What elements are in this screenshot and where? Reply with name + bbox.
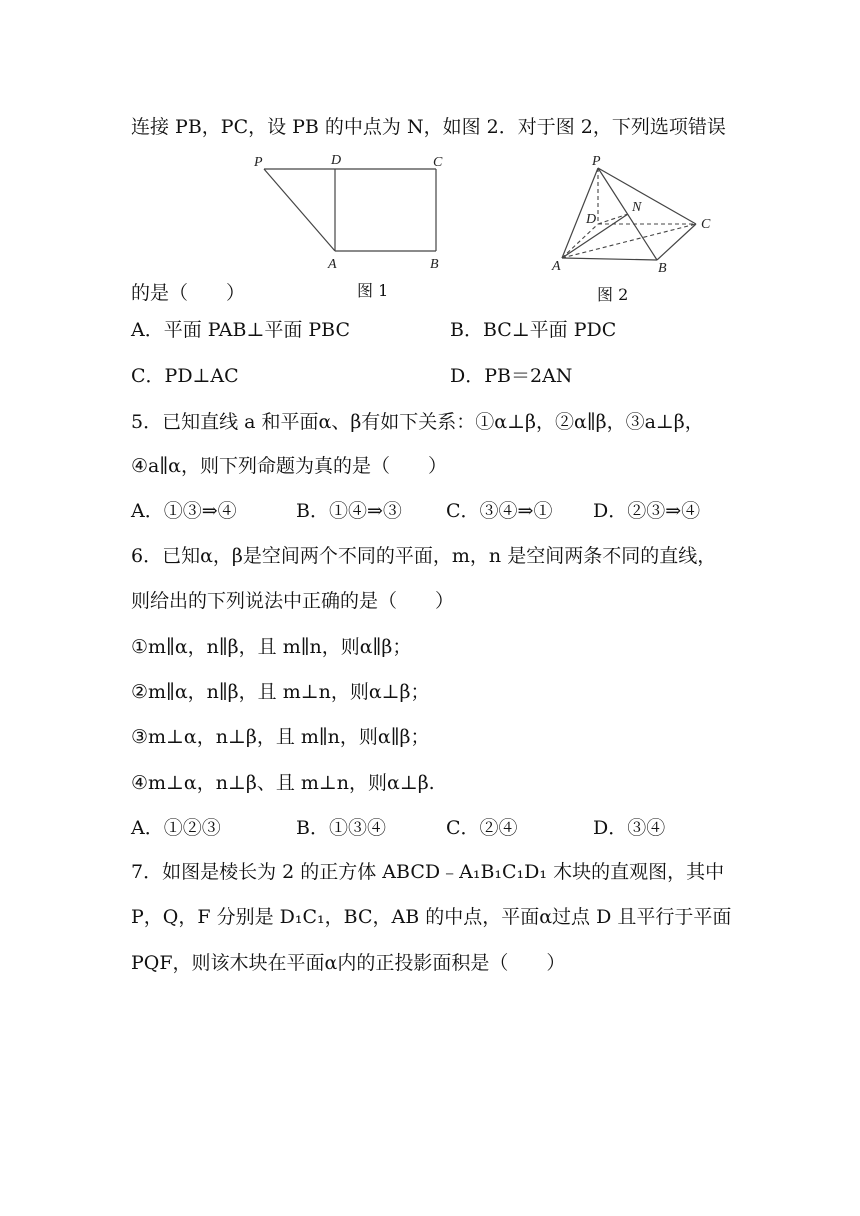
fig2-edge-ab [562,258,657,260]
q6-line-1: 6．已知α，β是空间两个不同的平面，m，n 是空间两条不同的直线， [131,545,717,567]
fig1-label-b: B [430,257,439,272]
q6-option-a: A．①②③ [131,817,221,839]
fig2-label-d: D [586,212,597,227]
figure-2-diagram [550,150,725,275]
q4-option-a: A．平面 PAB⊥平面 PBC [131,319,351,341]
fig1-label-d: D [331,153,342,168]
figure-2-caption: 图 2 [597,285,629,304]
fig2-label-p: P [592,154,601,169]
q5-line-2: ④a∥α，则下列命题为真的是（ ） [131,455,447,477]
fig2-label-b: B [658,261,667,276]
q6-item-2: ②m∥α，n∥β，且 m⊥n，则α⊥β； [131,681,430,703]
q5-option-c: C．③④⇒① [446,500,553,522]
q4-tail-line: 的是（ ） [131,282,246,304]
q4-option-d: D．PB＝2AN [450,365,573,387]
q6-option-d: D．③④ [593,817,666,839]
q6-item-1: ①m∥α，n∥β，且 m∥n，则α∥β； [131,636,412,658]
q7-line-3: PQF，则该木块在平面α内的正投影面积是（ ） [131,952,566,974]
fig2-label-n: N [632,200,642,215]
figure-2 [550,150,725,275]
figure-1-caption: 图 1 [357,281,389,300]
q6-line-2: 则给出的下列说法中正确的是（ ） [131,590,455,612]
fig1-label-a: A [328,257,337,272]
q4-option-c: C．PD⊥AC [131,365,239,387]
figure-1 [250,150,460,270]
fig1-label-p: P [254,155,263,170]
fig1-label-c: C [433,155,443,170]
fig2-edge-pc [598,168,696,224]
q6-option-c: C．②④ [446,817,518,839]
q7-line-2: P，Q，F 分别是 D₁C₁，BC，AB 的中点，平面α过点 D 且平行于平面 [131,906,732,928]
q5-option-d: D．②③⇒④ [593,500,701,522]
q5-option-a: A．①③⇒④ [131,500,237,522]
q6-option-b: B．①③④ [296,817,386,839]
q7-line-1: 7．如图是棱长为 2 的正方体 ABCD﹣A₁B₁C₁D₁ 木块的直观图，其中 [131,861,725,883]
q4-option-b: B．BC⊥平面 PDC [450,319,617,341]
q4-intro-line: 连接 PB，PC，设 PB 的中点为 N，如图 2．对于图 2，下列选项错误 [131,116,726,138]
fig2-edge-ad [562,224,598,258]
fig1-edge-pa [264,169,335,251]
figure-1-diagram [250,150,460,270]
fig2-edge-bc [657,224,696,260]
fig2-edge-dn [598,214,628,224]
fig2-label-a: A [552,259,561,274]
fig2-label-c: C [701,217,711,232]
q6-item-3: ③m⊥α，n⊥β，且 m∥n，则α∥β； [131,726,430,748]
q5-option-b: B．①④⇒③ [296,500,402,522]
q5-line-1: 5．已知直线 a 和平面α、β有如下关系：①α⊥β，②α∥β，③a⊥β， [131,411,704,433]
fig2-edge-ac [562,224,696,258]
q6-item-4: ④m⊥α，n⊥β、且 m⊥n，则α⊥β. [131,772,435,794]
